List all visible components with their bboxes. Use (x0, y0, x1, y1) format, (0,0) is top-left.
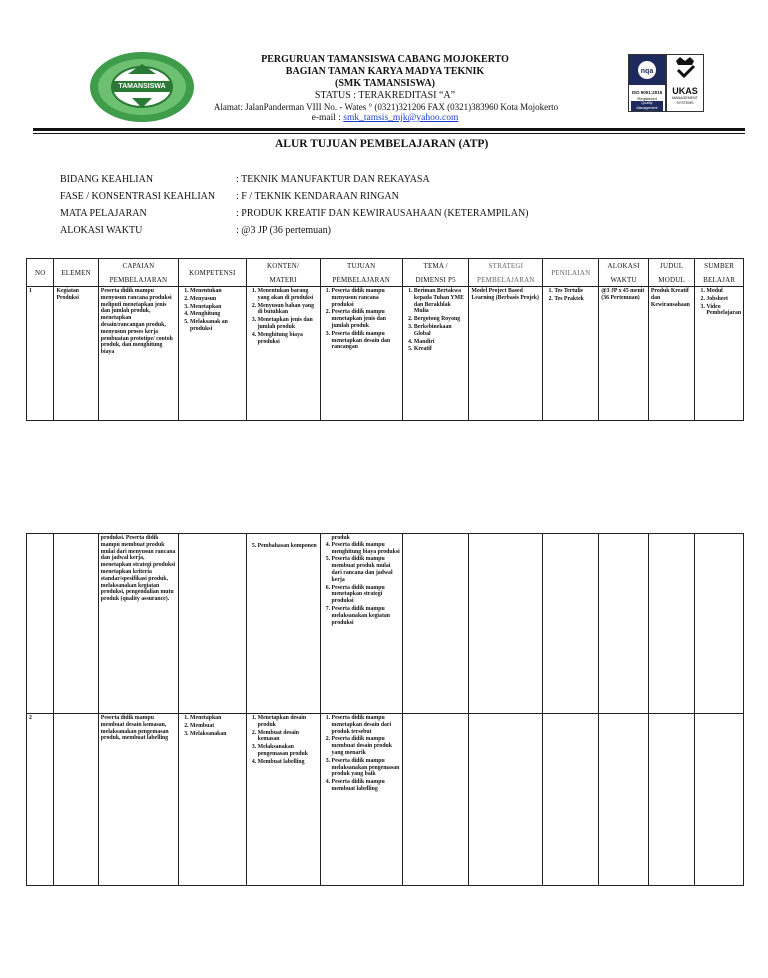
col-tema-l2: DIMENSI P5 (415, 275, 456, 284)
list-item: 2. Peserta didik mampu menetapkan jenis dan jumlah produk (332, 309, 400, 329)
list-item: 4. Peserta didik mampu menghitung biaya produksi (332, 542, 400, 556)
col-tujuan-l2: PEMBELAJARAN (332, 275, 391, 284)
meta-label: ALOKASI WAKTU (60, 225, 143, 236)
cell-tema (402, 534, 469, 714)
org-name: PERGURUAN TAMANSISWA CABANG MOJOKERTO (261, 54, 509, 65)
org-division: BAGIAN TAMAN KARYA MADYA TEKNIK (285, 66, 485, 77)
list-item: 5. Peserta didik mampu membuat produk mulai dari rancana dan jadwal kerja (332, 556, 400, 583)
col-tema (402, 259, 469, 287)
col-penilaian (543, 259, 599, 287)
cell-konten (246, 534, 320, 714)
meta-label: BIDANG KEAHLIAN (60, 174, 154, 185)
col-tema-l1: TEMA / (423, 261, 448, 270)
ukas-sub-label: MANAGEMENT SYSTEMS (672, 96, 698, 105)
list-item: 2. Tes Praktek (554, 296, 596, 303)
list-item: 4. Menghitung biaya produksi (258, 332, 318, 346)
logo-text: TAMANSISWA (118, 83, 166, 90)
nqa-logo-icon (629, 55, 665, 85)
list-item: 2. Bergotong Royong (414, 316, 467, 323)
cell-no: 2 (27, 714, 54, 886)
col-alokasi-l1: ALOKASI (607, 261, 640, 270)
svg-text:nqa: nqa (640, 68, 654, 75)
school-logo (88, 50, 196, 124)
school-name: (SMK TAMANSISWA) (335, 78, 435, 89)
cell-tema (402, 287, 469, 421)
cell-tema (402, 714, 469, 886)
list-item: 3. Video Pembelajaran (706, 304, 741, 318)
cell-tujuan (320, 287, 402, 421)
cell-elemen: Kegiatan Produksi (54, 287, 98, 421)
tujuan-lead: produk (331, 535, 350, 541)
iso-certificate-badge (628, 54, 666, 112)
table-row (27, 714, 744, 886)
list-item: 2. Peserta didik mampu membuat desain produk yang menarik (332, 736, 400, 756)
col-konten-l2: MATERI (269, 275, 297, 284)
ukas-label: UKAS (672, 86, 698, 96)
cell-elemen (54, 714, 98, 886)
cell-tujuan (320, 714, 402, 886)
meta-label: MATA PELAJARAN (60, 208, 147, 219)
list-item: 4. Membuat labelling (258, 759, 318, 766)
list-item: 1. Menetapkan desain produk (258, 715, 318, 729)
school-address: Alamat: JalanPanderman VIII No. - Wates ° (0321)321206 FAX (0321)383960 Kota Mojokerto (213, 102, 559, 112)
cell-strategi (469, 534, 543, 714)
list-item: 4. Menghitung (190, 311, 244, 318)
list-item: 1. Menetapkan (190, 715, 244, 722)
cell-konten (246, 287, 320, 421)
col-strategi-l2: PEMBELAJARAN (477, 275, 535, 284)
col-capaian (98, 259, 178, 287)
meta-value: : F / TEKNIK KENDARAAN RINGAN (236, 191, 399, 202)
col-konten-l1: KONTEN/ (267, 261, 300, 270)
cell-sumber (695, 714, 744, 886)
list-item: 1. Menentukan (190, 288, 244, 295)
meta-fase (60, 191, 399, 202)
cell-alokasi: @3 JP x 45 menit (36 Pertemuan) (599, 287, 649, 421)
col-strategi-l1: STRATEGI (488, 261, 524, 270)
list-item: 2. Membuat (190, 723, 244, 730)
cell-capaian: Peserta didik mampu membuat desain kemasan, melaksanakan pengemasan produk, membuat labelling (98, 714, 178, 886)
col-tujuan (320, 259, 402, 287)
cell-strategi (469, 714, 543, 886)
cell-kompetensi (179, 287, 247, 421)
table-row (27, 534, 744, 714)
meta-value: : PRODUK KREATIF DAN KEWIRAUSAHAAN (KETERAMPILAN) (236, 208, 529, 219)
cell-penilaian (543, 287, 599, 421)
list-item: 3. Berkebinekaan Global (414, 324, 467, 338)
col-tujuan-l1: TUJUAN (347, 261, 376, 270)
meta-value: : @3 JP (36 pertemuan) (236, 225, 331, 236)
col-sumber-l2: BELAJAR (703, 275, 736, 284)
cell-penilaian (543, 714, 599, 886)
list-item: 5. Pembahasan komponen (258, 543, 318, 550)
email-label: e-mail : (311, 113, 341, 123)
cell-sumber (695, 534, 744, 714)
quality-management-label: Quality Management (631, 101, 663, 111)
list-item: 4. Peserta didik mampu membuat labelling (332, 779, 400, 793)
cell-kompetensi (179, 534, 247, 714)
meta-mapel (60, 208, 529, 219)
col-strategi (469, 259, 543, 287)
col-kompetensi: KOMPETENSI (179, 259, 247, 287)
col-penilaian-label: PENILAIAN (551, 268, 591, 277)
cell-sumber (695, 287, 744, 421)
list-item: 3. Menetapkan jenis dan jumlah produk (258, 317, 318, 331)
list-item: 1. Tes Tertulis (554, 288, 596, 295)
cell-strategi: Model Project Based Learning (Berbasis Projek) (469, 287, 543, 421)
ukas-certificate-badge (666, 54, 704, 112)
list-item: 3. Menetapkan (190, 304, 244, 311)
iso-label: ISO 9001:2015 (631, 90, 663, 95)
cell-judul: Produk Kreatif dan Kewirausahaan (648, 287, 694, 421)
ukas-crown-check-icon (667, 55, 703, 81)
list-item: 1. Modul (706, 288, 741, 295)
list-item: 4. Mandiri (414, 339, 467, 346)
table-row (27, 287, 744, 421)
iso-registered: Registered (637, 96, 657, 101)
list-item: 3. Melaksanakan (190, 731, 244, 738)
cell-no (27, 534, 54, 714)
cell-kompetensi (179, 714, 247, 886)
list-item: 2. Menyusun bahan yang di butuhkan (258, 303, 318, 317)
header-rule-thin (33, 133, 745, 134)
list-item: 1. Peserta didik mampu menyusun rancana produksi (332, 288, 400, 308)
list-item: 1. Peserta didik mampu menetapkan desain dari produk tersebut (332, 715, 400, 735)
col-judul-l2: MODUL (658, 275, 685, 284)
list-item: 6. Peserta didik mampu menetapkan strategi produksi (332, 585, 400, 605)
atp-table-page1 (26, 258, 744, 421)
document-title: ALUR TUJUAN PEMBELAJARAN (ATP) (275, 138, 489, 150)
cell-alokasi (599, 714, 649, 886)
cell-penilaian (543, 534, 599, 714)
col-alokasi (599, 259, 649, 287)
list-item: 7. Peserta didik mampu melaksanakan kegiatan produksi (332, 606, 400, 626)
list-item: 2. Menyusun (190, 296, 244, 303)
cell-judul (648, 714, 694, 886)
cell-konten (246, 714, 320, 886)
col-sumber (695, 259, 744, 287)
list-item: 1. Menentukan barang yang akan di produksi (258, 288, 318, 302)
list-item: 5. Melaksanak an produksi (190, 319, 244, 333)
col-capaian-l2: PEMBELAJARAN (109, 275, 168, 284)
cell-judul (648, 534, 694, 714)
col-konten (246, 259, 320, 287)
col-alokasi-l2: WAKTU (610, 275, 637, 284)
col-judul-l1: JUDUL (660, 261, 684, 270)
cell-capaian: Peserta didik mampu menyusun rancana produksi meliputi menetapkan jenis dan jumlah produk, menetapkan desain/rancangan produk, menyusun proses kerja pembuatan prototipe/ contoh produk, dan menghitung biaya (98, 287, 178, 421)
cell-tujuan (320, 534, 402, 714)
header-rule-thick (33, 128, 745, 131)
list-item: 2. Jobsheet (706, 296, 741, 303)
meta-alokasi (60, 225, 331, 236)
cell-capaian: produksi. Peserta didik mampu membuat produk mulai dari menyusun rancana dan jadwal kerja, menetapkan strategi produksi menetapkan kriteria standar/spesifikasi produk, melaksanakan kegiatan produksi, pengendalian mutu produk (quality assurance). (98, 534, 178, 714)
list-item: 3. Peserta didik mampu melaksanakan pengemasan produk yang baik (332, 758, 400, 778)
atp-table-page2 (26, 533, 744, 886)
cell-alokasi (599, 534, 649, 714)
list-item: 1. Beriman Bertakwa kepada Tuhan YME dan Berakhlak Mulia (414, 288, 467, 315)
list-item: 5. Kreatif (414, 346, 467, 353)
cell-no: 1 (27, 287, 54, 421)
meta-value: : TEKNIK MANUFAKTUR DAN REKAYASA (236, 174, 430, 185)
col-capaian-l1: CAPAIAN (122, 261, 155, 270)
col-judul (648, 259, 694, 287)
list-item: 2. Membuat desain kemasan (258, 730, 318, 744)
table-header-row (27, 259, 744, 287)
col-no: NO (27, 259, 54, 287)
cell-elemen (54, 534, 98, 714)
email-link[interactable]: smk_tamsis_mjk@yahoo.com (343, 113, 459, 123)
meta-label: FASE / KONSENTRASI KEAHLIAN (60, 191, 216, 202)
email-line (200, 113, 570, 123)
meta-bidang (60, 174, 430, 185)
list-item: 3. Melaksanakan pengemasan produk (258, 744, 318, 758)
col-sumber-l1: SUMBER (704, 261, 735, 270)
accreditation-status: STATUS : TERAKREDITASI “A” (314, 90, 456, 101)
col-elemen: ELEMEN (54, 259, 98, 287)
list-item: 3. Peserta didik mampu menetapkan desain dan rancangan (332, 331, 400, 351)
